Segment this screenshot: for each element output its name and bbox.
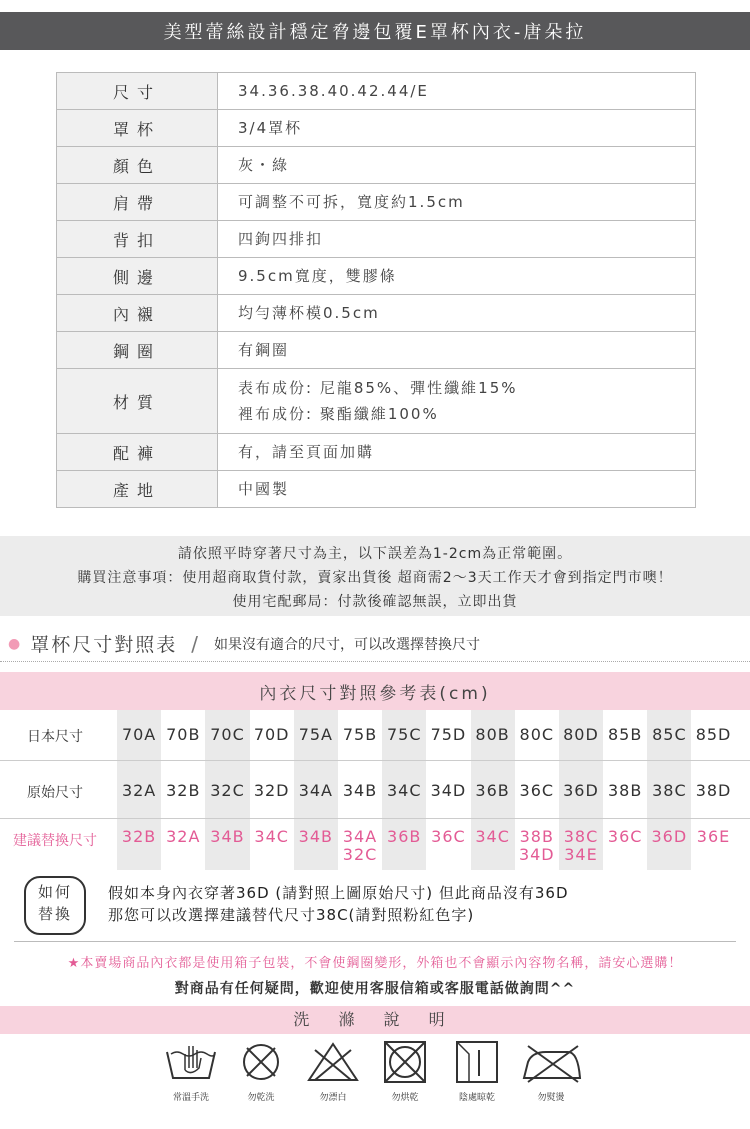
section-subtitle: 如果沒有適合的尺寸，可以改選擇替換尺寸 (213, 636, 480, 653)
spec-value (218, 332, 696, 369)
size-cell: 85B (607, 725, 643, 744)
badge-line: 如何 (37, 883, 72, 901)
dotted-divider (0, 661, 750, 662)
size-cell: 38B 34D (518, 827, 555, 864)
slash-divider: / (191, 631, 200, 656)
spec-value (218, 184, 696, 221)
spec-value-line: 有鋼圈 (238, 341, 290, 359)
size-cell: 34C (254, 827, 289, 846)
shade-dry-icon (449, 1040, 505, 1084)
size-cell: 80D (563, 725, 599, 744)
size-cell: 75A (298, 725, 333, 744)
row-label: 原始尺寸 (27, 785, 83, 801)
size-cell: 36B (387, 827, 422, 846)
wash-title: 洗 滌 說 明 (0, 1006, 750, 1034)
size-cell: 85D (695, 725, 732, 744)
divider (14, 941, 736, 942)
spec-key: 側邊 (57, 258, 218, 295)
wash-label: 常溫手洗 (172, 1093, 209, 1103)
spec-row (57, 332, 696, 369)
wash-item (230, 1040, 292, 1103)
size-row-original (0, 760, 750, 818)
size-cell: 36C (519, 781, 555, 800)
wash-item (160, 1040, 222, 1103)
spec-value (218, 471, 696, 508)
spec-key: 材質 (57, 369, 218, 434)
no-tumble-dry-icon (377, 1040, 433, 1084)
row-label: 建議替換尺寸 (13, 833, 97, 849)
wash-item (374, 1040, 436, 1103)
packaging-warning: ★本賣場商品內衣都是使用箱子包裝，不會使鋼圈變形，外箱也不會顯示內容物名稱，請安心選購！ (67, 956, 683, 971)
page-title: 美型蕾絲設計穩定脅邊包覆E罩杯內衣-唐朵拉 (0, 12, 750, 50)
size-cell: 38C (652, 781, 687, 800)
notice-panel (0, 536, 750, 616)
hand-wash-icon (163, 1040, 219, 1084)
wash-label: 勿熨燙 (537, 1093, 565, 1103)
size-cell: 36D (563, 781, 599, 800)
spec-value (218, 295, 696, 332)
spec-row (57, 295, 696, 332)
no-dry-clean-icon (233, 1040, 289, 1084)
spec-value-line: 有，請至頁面加購 (238, 443, 375, 461)
spec-value-line: 可調整不可拆，寬度約1.5cm (238, 193, 465, 211)
size-cell: 34B (298, 827, 334, 846)
size-cell: 34C (386, 781, 422, 800)
size-cell: 38C 34E (563, 827, 599, 864)
spec-value (218, 147, 696, 184)
notice-line: 使用宅配郵局：付款後確認無誤，立即出貨 (232, 594, 518, 610)
no-bleach-icon (305, 1040, 361, 1084)
wash-item (446, 1040, 508, 1103)
size-table-header: 內衣尺寸對照參考表(cm) (0, 672, 750, 710)
size-cell: 32D (253, 781, 290, 800)
spec-row (57, 369, 696, 434)
spec-key: 顏色 (57, 147, 218, 184)
spec-value (218, 434, 696, 471)
notice-line: 購買注意事項：使用超商取貨付款，賣家出貨後 超商需2～3天工作天才會到指定門市噢！ (77, 570, 673, 586)
how-line: 那您可以改選擇建議替代尺寸38C(請對照粉紅色字) (108, 906, 475, 924)
spec-row (57, 434, 696, 471)
notice-line: 請依照平時穿著尺寸為主，以下誤差為1-2cm為正常範圍。 (177, 546, 573, 562)
spec-row (57, 258, 696, 295)
wash-item (302, 1040, 364, 1103)
size-cell: 75D (430, 725, 467, 744)
section-heading (8, 630, 480, 657)
size-cell: 36C (431, 827, 466, 846)
spec-value-line: 34.36.38.40.42.44/E (238, 82, 429, 100)
size-cell: 36D (651, 827, 688, 846)
size-cell: 34B (210, 827, 245, 846)
spec-value-line: 3/4罩杯 (238, 119, 303, 137)
size-cell: 70A (121, 725, 157, 744)
size-cell: 32B (166, 781, 201, 800)
spec-row (57, 471, 696, 508)
size-cell: 38B (607, 781, 643, 800)
spec-value (218, 369, 696, 434)
size-cell: 34C (475, 827, 510, 846)
size-row-suggested (0, 818, 750, 870)
how-line: 假如本身內衣穿著36D (請對照上圖原始尺寸) 但此商品沒有36D (108, 884, 569, 902)
size-cell: 36B (475, 781, 510, 800)
spec-value (218, 258, 696, 295)
size-cell: 32A (121, 781, 157, 800)
size-cell: 38D (695, 781, 732, 800)
spec-value (218, 110, 696, 147)
spec-value-line: 中國製 (238, 480, 290, 498)
spec-value-line: 灰・綠 (238, 156, 290, 174)
spec-value-line: 表布成份: 尼龍85%、彈性纖維15% (238, 379, 518, 397)
wash-label: 勿烘乾 (391, 1093, 419, 1103)
spec-row (57, 184, 696, 221)
section-title: 罩杯尺寸對照表 (30, 634, 178, 656)
size-cell: 70D (253, 725, 290, 744)
size-cell: 75C (386, 725, 422, 744)
size-cell: 34A 32C (342, 827, 378, 864)
wash-item (520, 1040, 582, 1103)
wash-icons (160, 1040, 590, 1120)
contact-note: 對商品有任何疑問，歡迎使用客服信箱或客服電話做詢問^^ (174, 981, 576, 997)
size-cell: 34D (430, 781, 467, 800)
size-cell: 34B (342, 781, 378, 800)
size-cell: 32C (210, 781, 245, 800)
size-cell: 34A (298, 781, 333, 800)
wash-label: 勿乾洗 (247, 1093, 275, 1103)
spec-value-line: 四鉤四排扣 (238, 230, 324, 248)
spec-key: 產地 (57, 471, 218, 508)
size-row-japan (0, 710, 750, 760)
bullet-icon: ● (8, 635, 23, 652)
size-cell: 70B (166, 725, 201, 744)
spec-row (57, 110, 696, 147)
size-cell: 36E (696, 827, 731, 846)
size-cell: 80C (519, 725, 555, 744)
no-iron-icon (520, 1040, 586, 1084)
spec-value-line: 均勻薄杯模0.5cm (238, 304, 380, 322)
spec-key: 配褲 (57, 434, 218, 471)
row-label: 日本尺寸 (27, 729, 83, 745)
size-cell: 32A (166, 827, 201, 846)
wash-label: 勿漂白 (319, 1093, 347, 1103)
size-cell: 70C (210, 725, 245, 744)
spec-row (57, 147, 696, 184)
spec-value (218, 73, 696, 110)
spec-key: 尺寸 (57, 73, 218, 110)
size-cell: 80B (475, 725, 510, 744)
how-to-replace-text (108, 882, 569, 926)
size-cell: 36C (607, 827, 643, 846)
spec-row (57, 73, 696, 110)
size-cell: 32B (121, 827, 157, 846)
spec-value-line: 裡布成份: 聚酯纖維100% (238, 405, 439, 423)
spec-row (57, 221, 696, 258)
spec-value (218, 221, 696, 258)
spec-key: 鋼圈 (57, 332, 218, 369)
wash-label: 陰處晾乾 (458, 1093, 495, 1103)
size-cell: 75B (342, 725, 378, 744)
spec-key: 背扣 (57, 221, 218, 258)
spec-table (56, 72, 696, 508)
size-cell: 85C (652, 725, 687, 744)
spec-key: 內襯 (57, 295, 218, 332)
spec-value-line: 9.5cm寬度，雙膠條 (238, 267, 397, 285)
spec-key: 罩杯 (57, 110, 218, 147)
spec-key: 肩帶 (57, 184, 218, 221)
badge-line: 替換 (37, 905, 72, 923)
how-to-replace-badge (24, 876, 86, 935)
